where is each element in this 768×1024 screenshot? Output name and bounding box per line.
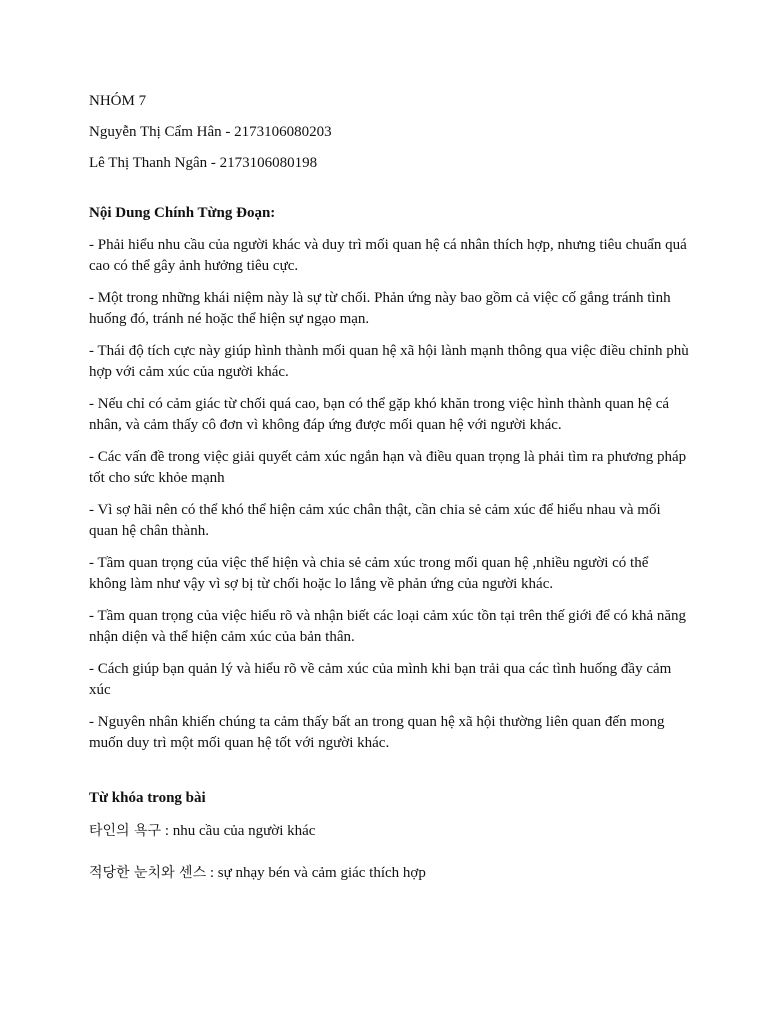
paragraph: - Vì sợ hãi nên có thể khó thể hiện cảm xúc chân thật, cần chia sẻ cảm xúc để hiểu nhau và mối quan hệ chân thành. — [89, 502, 661, 539]
main-content-paragraphs — [89, 235, 689, 754]
keyword-meaning: sự nhạy bén và cảm giác thích hợp — [217, 865, 426, 881]
keyword-item — [89, 863, 689, 884]
keywords-title: Từ khóa trong bài — [89, 790, 206, 806]
paragraph: - Cách giúp bạn quản lý và hiểu rõ về cảm xúc của mình khi bạn trải qua các tình huống đầy cảm xúc — [89, 661, 672, 698]
paragraph: - Nếu chỉ có cảm giác từ chối quá cao, bạn có thể gặp khó khăn trong việc hình thành quan hệ cá nhân, và cảm thấy cô đơn vì không đáp ứng được mối quan hệ với người khác. — [89, 396, 670, 433]
keyword-korean: 타인의 욕구 — [89, 823, 162, 839]
member-2: Lê Thị Thanh Ngân - 2173106080198 — [89, 155, 318, 171]
keyword-item — [89, 821, 689, 842]
paragraph: - Một trong những khái niệm này là sự từ chối. Phản ứng này bao gồm cả việc cố gắng tránh tình huống đó, tránh né hoặc thể hiện sự ngạo mạn. — [89, 290, 671, 327]
member-1: Nguyễn Thị Cẩm Hân - 2173106080203 — [89, 124, 332, 140]
paragraph: - Các vấn đề trong việc giải quyết cảm xúc ngắn hạn và điều quan trọng là phải tìm ra phương pháp tốt cho sức khỏe mạnh — [89, 449, 687, 486]
keyword-separator: : — [206, 865, 218, 881]
paragraph: - Tầm quan trọng của việc thể hiện và chia sẻ cảm xúc trong mối quan hệ ,nhiều người có thể không làm như vậy vì sợ bị từ chối hoặc lo lắng về phản ứng của người khác. — [89, 555, 649, 592]
paragraph: - Phải hiểu nhu cầu của người khác và duy trì mối quan hệ cá nhân thích hợp, nhưng tiêu chuẩn quá cao có thể gây ảnh hưởng tiêu cực. — [89, 237, 687, 274]
keyword-korean: 적당한 눈치와 센스 — [89, 865, 207, 881]
paragraph: - Thái độ tích cực này giúp hình thành mối quan hệ xã hội lành mạnh thông qua việc điều chỉnh phù hợp với cảm xúc của người khác. — [89, 343, 689, 380]
document-page — [89, 91, 689, 884]
keyword-meaning: nhu cầu của người khác — [172, 823, 316, 839]
group-name: NHÓM 7 — [89, 93, 147, 109]
main-content-title: Nội Dung Chính Từng Đoạn: — [89, 205, 276, 221]
paragraph: - Tầm quan trọng của việc hiểu rõ và nhận biết các loại cảm xúc tồn tại trên thế giới để có khả năng nhận diện và thể hiện cảm xúc của bản thân. — [89, 608, 687, 645]
paragraph: - Nguyên nhân khiến chúng ta cảm thấy bất an trong quan hệ xã hội thường liên quan đến mong muốn duy trì một mối quan hệ tốt với người khác. — [89, 714, 665, 751]
keyword-separator: : — [161, 823, 173, 839]
